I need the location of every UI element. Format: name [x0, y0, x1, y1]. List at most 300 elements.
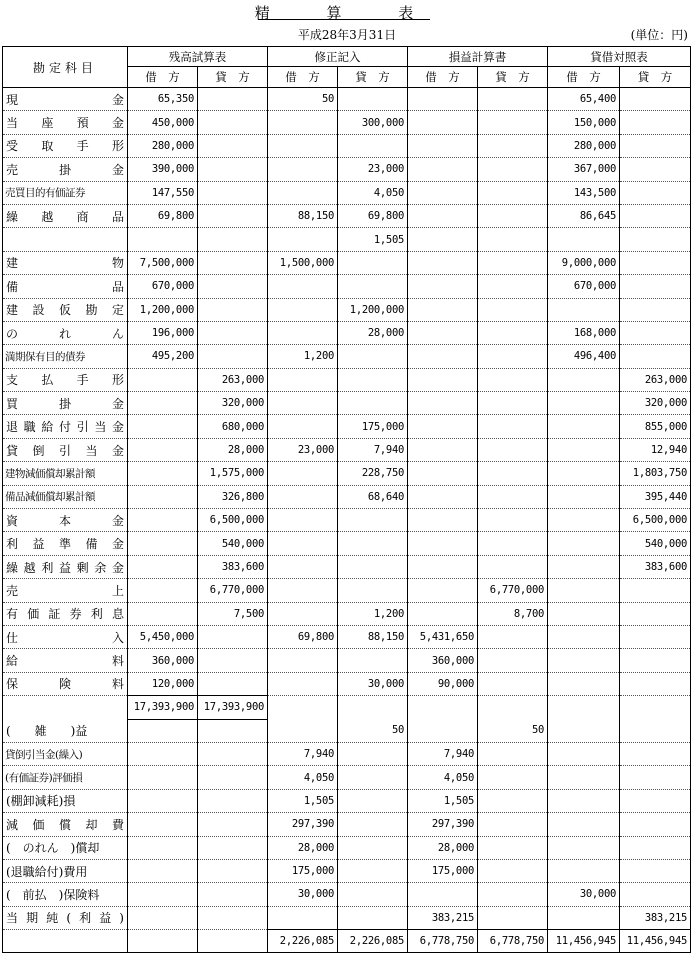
amount-cell — [128, 813, 198, 836]
table-row — [3, 298, 691, 321]
amount-cell — [268, 181, 338, 204]
amount-cell — [478, 485, 548, 508]
amount-cell — [620, 251, 691, 274]
amount-cell: 4,050 — [408, 766, 478, 789]
amount-cell: 360,000 — [408, 649, 478, 672]
worksheet-body — [3, 88, 691, 953]
table-row — [3, 485, 691, 508]
amount-cell: 297,390 — [268, 813, 338, 836]
account-name: 給 料 — [3, 649, 128, 672]
amount-cell — [268, 696, 338, 719]
amount-cell: 7,940 — [408, 742, 478, 765]
amount-cell: 175,000 — [338, 415, 408, 438]
amount-cell: 320,000 — [620, 392, 691, 415]
amount-cell — [268, 134, 338, 157]
amount-cell — [338, 579, 408, 602]
amount-cell: 326,800 — [198, 485, 268, 508]
amount-cell — [548, 415, 620, 438]
amount-cell — [198, 883, 268, 906]
account-name: 保 険 料 — [3, 672, 128, 695]
amount-cell — [338, 742, 408, 765]
amount-cell: 23,000 — [268, 438, 338, 461]
amount-cell: 383,600 — [620, 555, 691, 578]
account-name: 貸倒引当金(繰入) — [3, 742, 128, 765]
amount-cell — [198, 345, 268, 368]
amount-cell — [478, 462, 548, 485]
amount-cell: 69,800 — [128, 204, 198, 227]
amount-cell — [338, 275, 408, 298]
amount-cell — [268, 719, 338, 742]
account-name: 当期純(利益) — [3, 906, 128, 929]
amount-cell — [548, 392, 620, 415]
amount-cell: 23,000 — [338, 158, 408, 181]
table-row — [3, 672, 691, 695]
debit-header: 借 方 — [548, 67, 620, 88]
amount-cell — [620, 88, 691, 111]
amount-cell — [478, 251, 548, 274]
amount-cell — [198, 813, 268, 836]
table-row — [3, 158, 691, 181]
amount-cell — [478, 696, 548, 719]
account-name: 退職給付引当金 — [3, 415, 128, 438]
amount-cell — [198, 321, 268, 344]
amount-cell — [408, 555, 478, 578]
amount-cell — [198, 275, 268, 298]
amount-cell: 86,645 — [548, 204, 620, 227]
amount-cell — [408, 181, 478, 204]
table-row — [3, 134, 691, 157]
amount-cell — [408, 719, 478, 742]
amount-cell — [198, 672, 268, 695]
account-name: 支払手形 — [3, 368, 128, 391]
amount-cell: 28,000 — [338, 321, 408, 344]
amount-cell — [548, 649, 620, 672]
amount-cell: 1,505 — [408, 789, 478, 812]
amount-cell — [478, 625, 548, 648]
debit-header: 借 方 — [268, 67, 338, 88]
amount-cell — [408, 275, 478, 298]
amount-cell: 168,000 — [548, 321, 620, 344]
trial-balance-debit-total: 17,393,900 — [128, 696, 198, 719]
amount-cell — [198, 859, 268, 882]
amount-cell — [620, 883, 691, 906]
amount-cell: 175,000 — [408, 859, 478, 882]
amount-cell — [548, 485, 620, 508]
account-name: 売買目的有価証券 — [3, 181, 128, 204]
account-name: 満期保有目的債券 — [3, 345, 128, 368]
amount-cell — [338, 392, 408, 415]
table-row — [3, 438, 691, 461]
total-amount-cell: 11,456,945 — [548, 930, 620, 953]
amount-cell — [620, 789, 691, 812]
table-row — [3, 462, 691, 485]
group-header-income-statement: 損益計算書 — [408, 47, 548, 67]
amount-cell: 450,000 — [128, 111, 198, 134]
amount-cell — [408, 158, 478, 181]
amount-cell — [548, 836, 620, 859]
amount-cell: 540,000 — [198, 532, 268, 555]
amount-cell: 65,400 — [548, 88, 620, 111]
amount-cell — [478, 415, 548, 438]
table-row — [3, 906, 691, 929]
amount-cell: 6,500,000 — [620, 509, 691, 532]
amount-cell: 30,000 — [338, 672, 408, 695]
amount-cell — [620, 134, 691, 157]
amount-cell: 297,390 — [408, 813, 478, 836]
amount-cell — [408, 111, 478, 134]
amount-cell — [620, 813, 691, 836]
amount-cell — [198, 906, 268, 929]
amount-cell: 30,000 — [268, 883, 338, 906]
account-name — [3, 930, 128, 953]
amount-cell — [128, 485, 198, 508]
amount-cell — [198, 204, 268, 227]
table-row — [3, 649, 691, 672]
amount-cell — [128, 766, 198, 789]
account-name: 繰越商品 — [3, 204, 128, 227]
amount-cell — [128, 509, 198, 532]
account-name: 備品減価償却累計額 — [3, 485, 128, 508]
amount-cell: 1,505 — [338, 228, 408, 251]
amount-cell: 6,770,000 — [198, 579, 268, 602]
amount-cell — [478, 672, 548, 695]
amount-cell — [408, 532, 478, 555]
amount-cell — [408, 321, 478, 344]
amount-cell: 9,000,000 — [548, 251, 620, 274]
amount-cell: 1,575,000 — [198, 462, 268, 485]
amount-cell: 263,000 — [198, 368, 268, 391]
amount-cell: 383,215 — [620, 906, 691, 929]
amount-cell: 280,000 — [548, 134, 620, 157]
amount-cell: 30,000 — [548, 883, 620, 906]
amount-cell — [338, 134, 408, 157]
account-name: ( のれん )償却 — [3, 836, 128, 859]
account-name: 当座預金 — [3, 111, 128, 134]
amount-cell: 50 — [338, 719, 408, 742]
table-row — [3, 251, 691, 274]
amount-cell — [620, 158, 691, 181]
amount-cell — [268, 579, 338, 602]
amount-cell: 90,000 — [408, 672, 478, 695]
group-header-balance-sheet: 貸借対照表 — [548, 47, 691, 67]
table-row — [3, 742, 691, 765]
amount-cell — [268, 462, 338, 485]
table-row — [3, 321, 691, 344]
amount-cell: 383,215 — [408, 906, 478, 929]
amount-cell — [128, 228, 198, 251]
amount-cell — [478, 298, 548, 321]
amount-cell — [548, 555, 620, 578]
amount-cell: 143,500 — [548, 181, 620, 204]
amount-cell — [198, 251, 268, 274]
amount-cell: 28,000 — [268, 836, 338, 859]
amount-cell — [548, 766, 620, 789]
amount-cell — [408, 415, 478, 438]
amount-cell — [548, 298, 620, 321]
amount-cell: 50 — [478, 719, 548, 742]
amount-cell: 88,150 — [338, 625, 408, 648]
amount-cell — [548, 906, 620, 929]
amount-cell: 395,440 — [620, 485, 691, 508]
total-amount-cell: 6,778,750 — [408, 930, 478, 953]
amount-cell — [620, 579, 691, 602]
amount-cell — [478, 88, 548, 111]
amount-cell — [338, 368, 408, 391]
table-row — [3, 88, 691, 111]
amount-cell: 175,000 — [268, 859, 338, 882]
amount-cell — [548, 672, 620, 695]
amount-cell — [478, 321, 548, 344]
amount-cell — [478, 228, 548, 251]
amount-cell — [268, 111, 338, 134]
amount-cell — [548, 579, 620, 602]
amount-cell — [478, 438, 548, 461]
amount-cell — [338, 555, 408, 578]
amount-cell — [128, 579, 198, 602]
amount-cell — [478, 509, 548, 532]
trial-balance-total-row — [3, 696, 691, 719]
account-name: 有価証券利息 — [3, 602, 128, 625]
total-amount-cell — [198, 930, 268, 953]
amount-cell — [128, 555, 198, 578]
amount-cell: 12,940 — [620, 438, 691, 461]
amount-cell: 69,800 — [338, 204, 408, 227]
amount-cell — [408, 204, 478, 227]
amount-cell — [408, 485, 478, 508]
amount-cell — [408, 602, 478, 625]
amount-cell — [620, 766, 691, 789]
account-name — [3, 696, 128, 719]
amount-cell — [338, 836, 408, 859]
amount-cell — [268, 509, 338, 532]
amount-cell: 5,450,000 — [128, 625, 198, 648]
amount-cell: 50 — [268, 88, 338, 111]
amount-cell — [478, 345, 548, 368]
amount-cell — [620, 742, 691, 765]
amount-cell — [478, 742, 548, 765]
debit-header: 借 方 — [128, 67, 198, 88]
amount-cell — [198, 134, 268, 157]
amount-cell — [548, 625, 620, 648]
amount-cell: 4,050 — [338, 181, 408, 204]
table-row — [3, 883, 691, 906]
amount-cell — [338, 813, 408, 836]
amount-cell: 360,000 — [128, 649, 198, 672]
title-underline — [258, 19, 430, 20]
amount-cell — [478, 275, 548, 298]
amount-cell: 88,150 — [268, 204, 338, 227]
amount-cell — [620, 275, 691, 298]
account-name: 売 上 — [3, 579, 128, 602]
worksheet-table — [2, 46, 691, 953]
table-row — [3, 111, 691, 134]
total-amount-cell: 2,226,085 — [268, 930, 338, 953]
amount-cell — [408, 883, 478, 906]
amount-cell — [620, 625, 691, 648]
table-row — [3, 204, 691, 227]
amount-cell — [198, 88, 268, 111]
amount-cell — [620, 859, 691, 882]
account-name: 備 品 — [3, 275, 128, 298]
amount-cell — [548, 368, 620, 391]
amount-cell: 7,940 — [338, 438, 408, 461]
table-row — [3, 625, 691, 648]
amount-cell: 150,000 — [548, 111, 620, 134]
amount-cell — [620, 696, 691, 719]
amount-cell — [128, 719, 198, 742]
amount-cell: 4,050 — [268, 766, 338, 789]
trial-balance-credit-total: 17,393,900 — [198, 696, 268, 719]
amount-cell — [478, 883, 548, 906]
amount-cell: 1,200,000 — [338, 298, 408, 321]
amount-cell: 228,750 — [338, 462, 408, 485]
amount-cell — [548, 789, 620, 812]
amount-cell — [620, 602, 691, 625]
table-row — [3, 275, 691, 298]
unit-label: (単位：円) — [630, 28, 688, 42]
final-total-row — [3, 930, 691, 953]
amount-cell: 1,803,750 — [620, 462, 691, 485]
table-row — [3, 579, 691, 602]
amount-cell — [338, 649, 408, 672]
amount-cell — [548, 509, 620, 532]
amount-cell — [128, 415, 198, 438]
amount-cell: 69,800 — [268, 625, 338, 648]
amount-cell: 6,500,000 — [198, 509, 268, 532]
amount-cell: 670,000 — [548, 275, 620, 298]
amount-cell — [268, 602, 338, 625]
amount-cell — [198, 719, 268, 742]
amount-cell — [548, 696, 620, 719]
amount-cell — [408, 579, 478, 602]
amount-cell — [338, 251, 408, 274]
amount-cell — [128, 532, 198, 555]
amount-cell: 390,000 — [128, 158, 198, 181]
amount-cell — [478, 392, 548, 415]
amount-cell — [268, 485, 338, 508]
amount-cell — [268, 415, 338, 438]
account-name: 建 物 — [3, 251, 128, 274]
credit-header: 貸 方 — [620, 67, 691, 88]
amount-cell — [478, 789, 548, 812]
account-name: ( 前払 )保険料 — [3, 883, 128, 906]
table-row — [3, 509, 691, 532]
amount-cell: 1,505 — [268, 789, 338, 812]
amount-cell: 7,500 — [198, 602, 268, 625]
amount-cell — [128, 368, 198, 391]
amount-cell — [408, 392, 478, 415]
amount-cell — [548, 602, 620, 625]
account-name: 建物減価償却累計額 — [3, 462, 128, 485]
account-name: 現 金 — [3, 88, 128, 111]
amount-cell — [338, 859, 408, 882]
amount-cell: 147,550 — [128, 181, 198, 204]
amount-cell — [128, 742, 198, 765]
account-name: 受取手形 — [3, 134, 128, 157]
amount-cell: 496,400 — [548, 345, 620, 368]
amount-cell — [198, 742, 268, 765]
amount-cell — [198, 228, 268, 251]
account-name — [3, 228, 128, 251]
account-name: ( 雑 )益 — [3, 719, 128, 742]
amount-cell — [478, 181, 548, 204]
amount-cell: 540,000 — [620, 532, 691, 555]
amount-cell — [620, 111, 691, 134]
amount-cell — [268, 392, 338, 415]
account-name: 利益準備金 — [3, 532, 128, 555]
amount-cell — [548, 719, 620, 742]
amount-cell: 28,000 — [408, 836, 478, 859]
table-row — [3, 532, 691, 555]
sheet-title: 精 算 表 — [254, 4, 440, 22]
total-amount-cell: 6,778,750 — [478, 930, 548, 953]
amount-cell — [478, 906, 548, 929]
amount-cell: 855,000 — [620, 415, 691, 438]
amount-cell — [128, 836, 198, 859]
amount-cell — [408, 696, 478, 719]
amount-cell — [408, 462, 478, 485]
account-name: 仕 入 — [3, 625, 128, 648]
amount-cell — [620, 719, 691, 742]
amount-cell — [548, 462, 620, 485]
amount-cell: 367,000 — [548, 158, 620, 181]
amount-cell — [128, 438, 198, 461]
amount-cell — [548, 742, 620, 765]
table-row — [3, 415, 691, 438]
amount-cell — [338, 789, 408, 812]
group-header-adjustments: 修正記入 — [268, 47, 408, 67]
amount-cell: 196,000 — [128, 321, 198, 344]
amount-cell: 280,000 — [128, 134, 198, 157]
account-name: 繰越利益剰余金 — [3, 555, 128, 578]
amount-cell — [548, 532, 620, 555]
amount-cell — [620, 836, 691, 859]
account-name: 売 掛 金 — [3, 158, 128, 181]
amount-cell — [478, 555, 548, 578]
amount-cell — [338, 88, 408, 111]
amount-cell — [338, 532, 408, 555]
amount-cell: 28,000 — [198, 438, 268, 461]
amount-cell — [268, 298, 338, 321]
amount-cell — [128, 906, 198, 929]
table-row — [3, 392, 691, 415]
table-row — [3, 368, 691, 391]
amount-cell — [198, 181, 268, 204]
credit-header: 貸 方 — [478, 67, 548, 88]
amount-cell — [408, 368, 478, 391]
amount-cell — [478, 836, 548, 859]
amount-cell — [268, 906, 338, 929]
amount-cell — [198, 836, 268, 859]
amount-cell — [408, 228, 478, 251]
amount-cell: 1,200,000 — [128, 298, 198, 321]
amount-cell: 5,431,650 — [408, 625, 478, 648]
table-row — [3, 766, 691, 789]
amount-cell — [548, 228, 620, 251]
amount-cell — [268, 555, 338, 578]
account-name: 資 本 金 — [3, 509, 128, 532]
total-amount-cell: 2,226,085 — [338, 930, 408, 953]
amount-cell — [198, 649, 268, 672]
account-name: 買 掛 金 — [3, 392, 128, 415]
amount-cell — [198, 111, 268, 134]
amount-cell — [620, 181, 691, 204]
table-row — [3, 836, 691, 859]
amount-cell: 670,000 — [128, 275, 198, 298]
account-name: (有価証券)評価損 — [3, 766, 128, 789]
amount-cell — [338, 883, 408, 906]
amount-cell — [478, 859, 548, 882]
